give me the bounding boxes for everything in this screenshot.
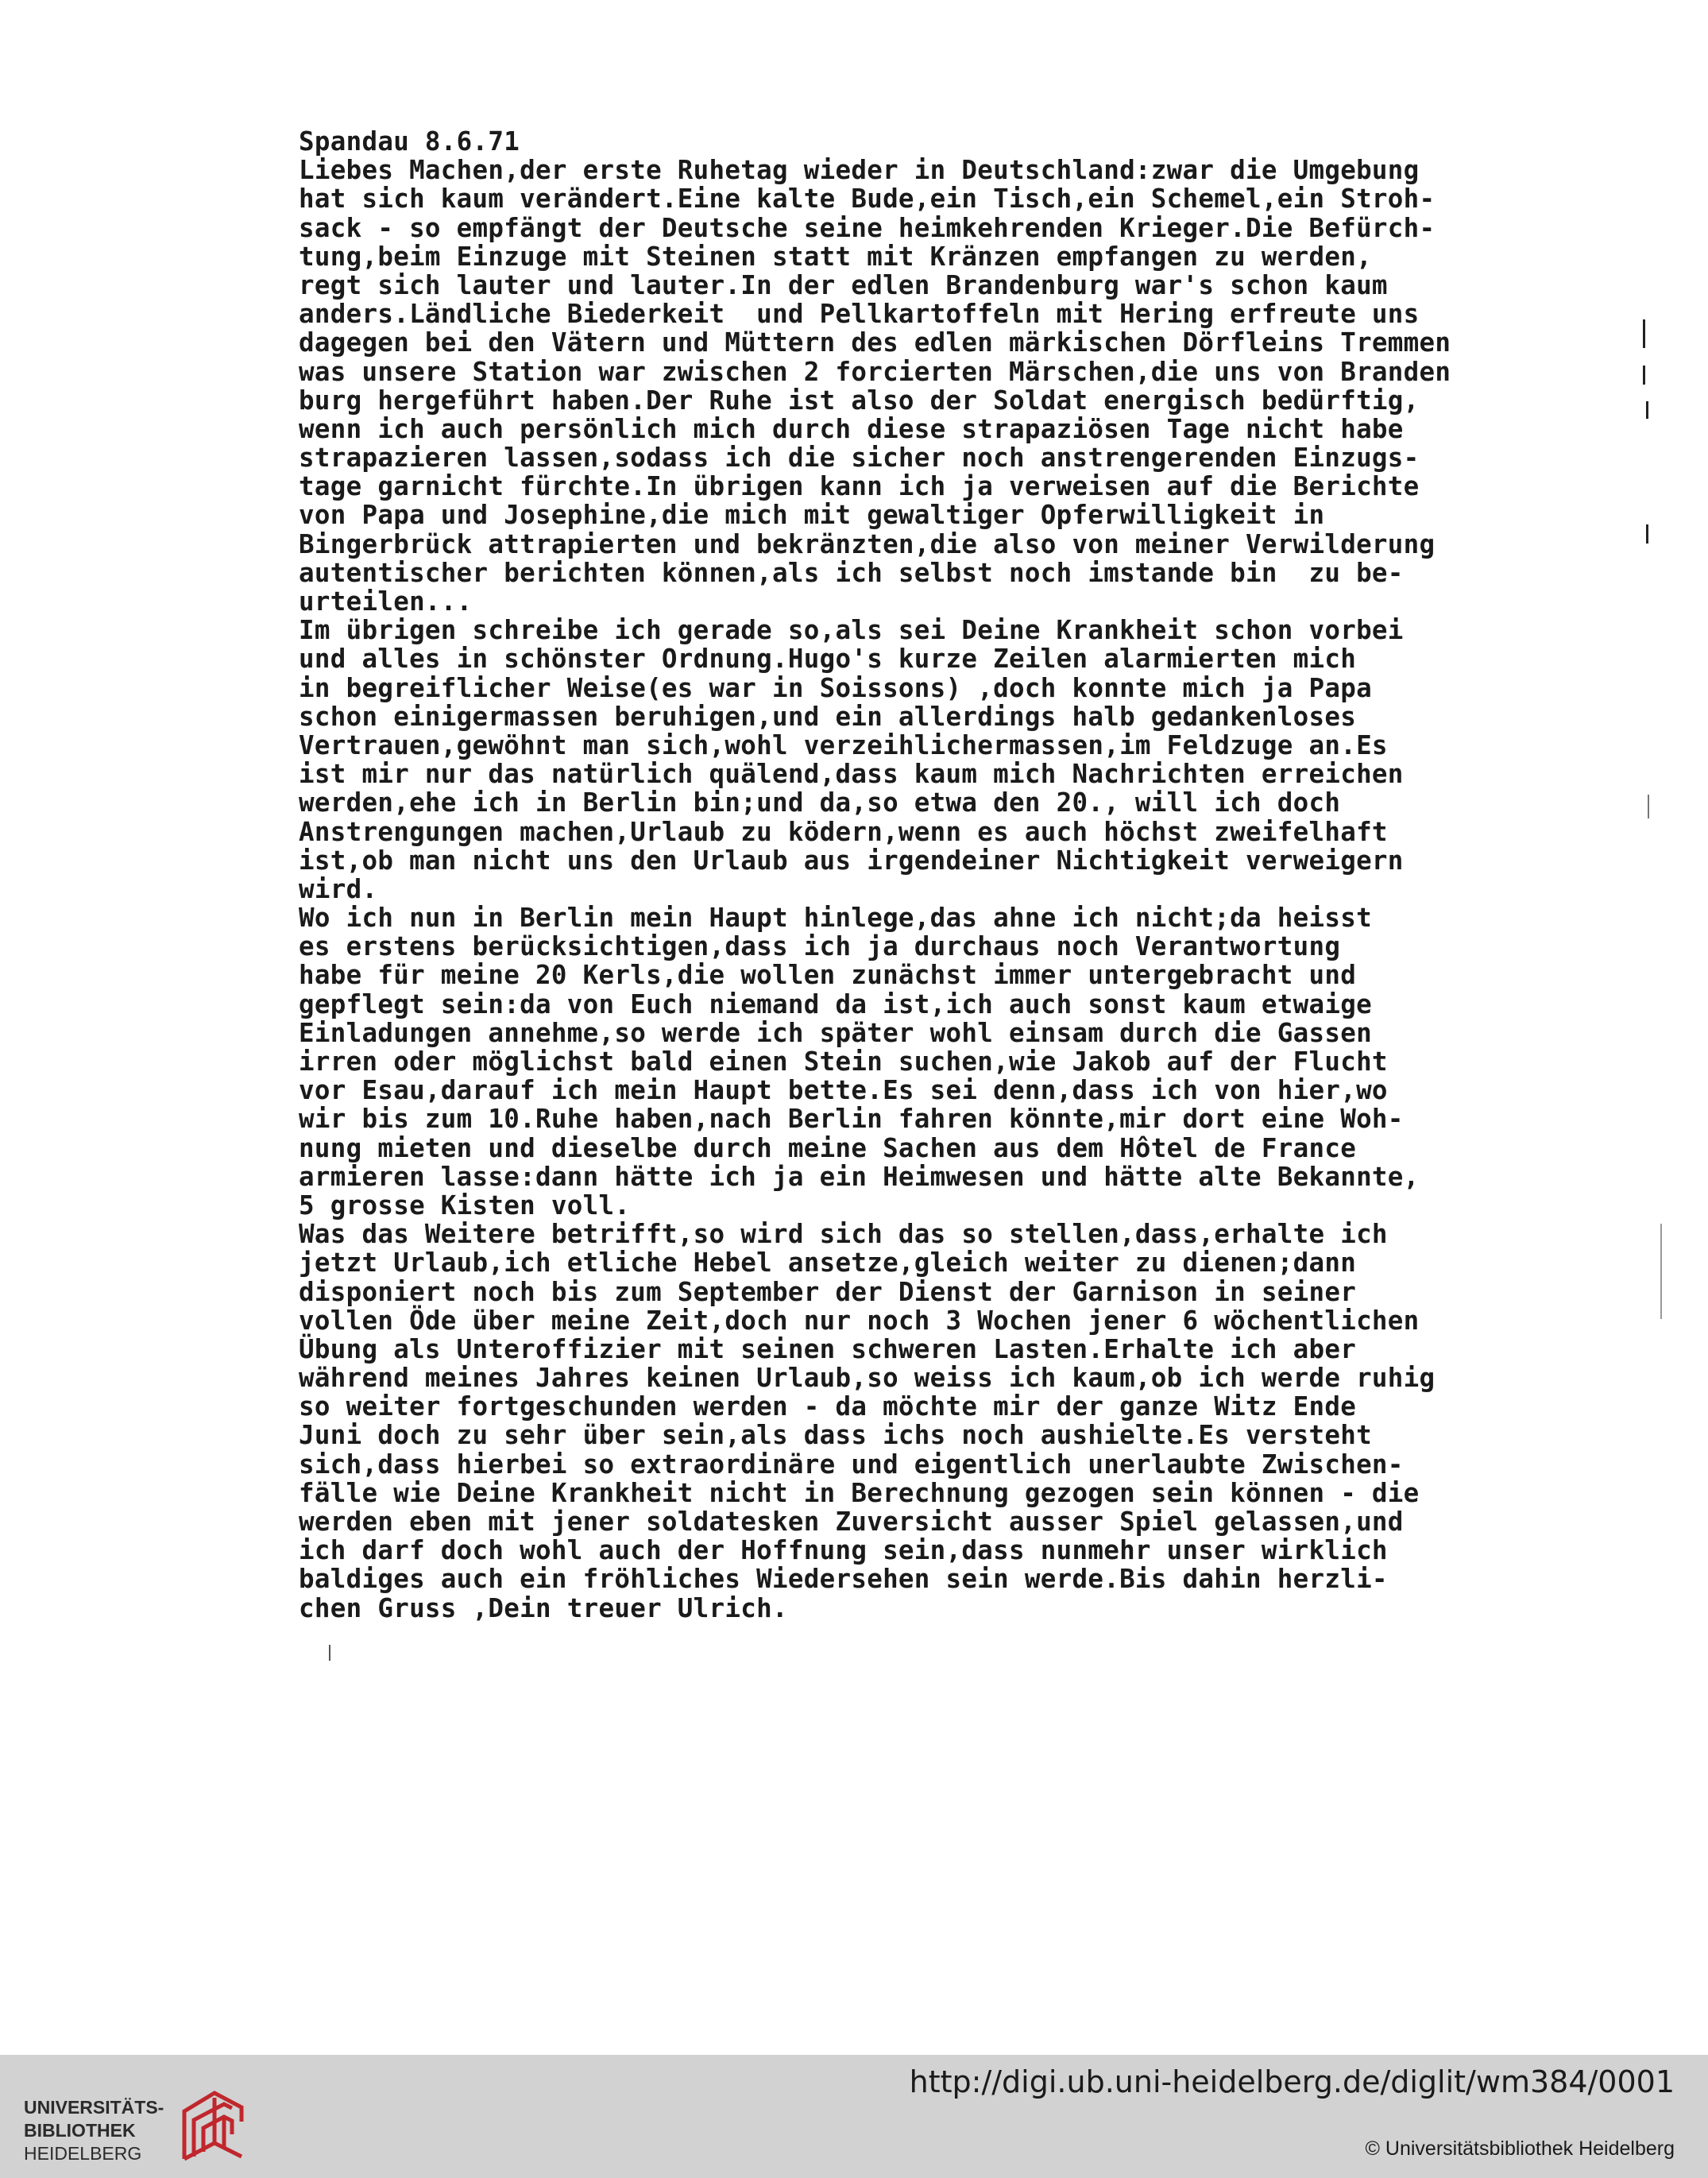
- letter-line: schon einigermassen beruhigen,und ein allerdings halb gedankenloses: [299, 701, 1357, 732]
- letter-line: Anstrengungen machen,Urlaub zu ködern,wenn es auch höchst zweifelhaft: [299, 816, 1388, 847]
- letter-line: 5 grosse Kisten voll.: [299, 1190, 631, 1221]
- margin-mark: [1643, 366, 1645, 385]
- letter-line: was unsere Station war zwischen 2 forcierten Märschen,die uns von Branden: [299, 356, 1451, 387]
- letter-line: Was das Weitere betrifft,so wird sich das so stellen,dass,erhalte ich: [299, 1219, 1388, 1250]
- letter-line: Wo ich nun in Berlin mein Haupt hinlege,das ahne ich nicht;da heisst: [299, 903, 1372, 934]
- letter-line: burg hergeführt haben.Der Ruhe ist also der Soldat energisch bedürftig,: [299, 385, 1420, 416]
- permalink-url[interactable]: http://digi.ub.uni-heidelberg.de/diglit/wm384/0001: [909, 2064, 1675, 2099]
- letter-line: Spandau 8.6.71: [299, 126, 520, 157]
- logo-line-3: HEIDELBERG: [24, 2143, 142, 2164]
- letter-line: werden eben mit jener soldatesken Zuversicht ausser Spiel gelassen,und: [299, 1507, 1404, 1537]
- letter-line: anders.Ländliche Biederkeit und Pellkartoffeln mit Hering erfreute uns: [299, 299, 1420, 330]
- letter-line: armieren lasse:dann hätte ich ja ein Heimwesen und hätte alte Bekannte,: [299, 1161, 1420, 1192]
- letter-line: chen Gruss ,Dein treuer Ulrich.: [299, 1592, 788, 1623]
- margin-mark: [1643, 319, 1645, 348]
- letter-line: regt sich lauter und lauter.In der edlen Brandenburg war's schon kaum: [299, 269, 1388, 300]
- letter-line: irren oder möglichst bald einen Stein suchen,wie Jakob auf der Flucht: [299, 1046, 1388, 1077]
- margin-mark: [1660, 1224, 1662, 1319]
- letter-line: während meines Jahres keinen Urlaub,so weiss ich kaum,ob ich werde ruhig: [299, 1363, 1436, 1394]
- margin-mark: [1646, 401, 1648, 419]
- margin-mark: [1646, 524, 1648, 544]
- letter-line: so weiter fortgeschunden werden - da möchte mir der ganze Witz Ende: [299, 1391, 1357, 1422]
- letter-line: ich darf doch wohl auch der Hoffnung sein,dass nunmehr unser wirklich: [299, 1535, 1388, 1566]
- letter-line: Bingerbrück attrapierten und bekränzten,die also von meiner Verwilderung: [299, 528, 1436, 559]
- letter-line: in begreiflicher Weise(es war in Soissons) ,doch konnte mich ja Papa: [299, 672, 1372, 703]
- letter-line: wird.: [299, 873, 378, 904]
- logo-line-1: UNIVERSITÄTS-: [24, 2097, 164, 2118]
- letter-line: Im übrigen schreibe ich gerade so,als sei Deine Krankheit schon vorbei: [299, 615, 1404, 646]
- letter-line: Übung als Unteroffizier mit seinen schweren Lasten.Erhalte ich aber: [299, 1333, 1357, 1364]
- letter-line: vor Esau,darauf ich mein Haupt bette.Es sei denn,dass ich von hier,wo: [299, 1075, 1388, 1106]
- letter-line: und alles in schönster Ordnung.Hugo's kurze Zeilen alarmierten mich: [299, 644, 1357, 675]
- letter-line: tung,beim Einzuge mit Steinen statt mit Kränzen empfangen zu werden,: [299, 241, 1372, 272]
- letter-line: ist mir nur das natürlich quälend,dass kaum mich Nachrichten erreichen: [299, 759, 1404, 790]
- letter-line: strapazieren lassen,sodass ich die sicher noch anstrengerenden Einzugs-: [299, 443, 1420, 474]
- letter-line: nung mieten und dieselbe durch meine Sachen aus dem Hôtel de France: [299, 1132, 1357, 1163]
- letter-line: Juni doch zu sehr über sein,als dass ichs noch aushielte.Es versteht: [299, 1420, 1372, 1451]
- typewritten-letter: [299, 127, 1665, 1623]
- letter-line: vollen Öde über meine Zeit,doch nur noch 3 Wochen jener 6 wöchentlichen: [299, 1305, 1420, 1336]
- letter-line: fälle wie Deine Krankheit nicht in Berechnung gezogen sein können - die: [299, 1477, 1420, 1508]
- letter-line: habe für meine 20 Kerls,die wollen zunächst immer untergebracht und: [299, 960, 1357, 991]
- letter-line: baldiges auch ein fröhliches Wiedersehen sein werde.Bis dahin herzli-: [299, 1564, 1388, 1595]
- letter-line: autentischer berichten können,als ich selbst noch imstande bin zu be-: [299, 557, 1404, 588]
- letter-line: Liebes Machen,der erste Ruhetag wieder in Deutschland:zwar die Umgebung: [299, 155, 1420, 186]
- letter-line: Einladungen annehme,so werde ich später wohl einsam durch die Gassen: [299, 1017, 1372, 1048]
- letter-line: jetzt Urlaub,ich etliche Hebel ansetze,gleich weiter zu dienen;dann: [299, 1248, 1357, 1279]
- margin-mark: [1648, 795, 1649, 818]
- letter-line: sack - so empfängt der Deutsche seine heimkehrenden Krieger.Die Befürch-: [299, 212, 1436, 243]
- letter-line: urteilen...: [299, 586, 473, 617]
- copyright-notice: © Universitätsbibliothek Heidelberg: [1365, 2137, 1675, 2160]
- letter-line: werden,ehe ich in Berlin bin;und da,so etwa den 20., will ich doch: [299, 787, 1341, 818]
- letter-line: von Papa und Josephine,die mich mit gewaltiger Opferwilligkeit in: [299, 500, 1325, 531]
- letter-line: es erstens berücksichtigen,dass ich ja durchaus noch Verantwortung: [299, 931, 1341, 962]
- library-logo[interactable]: [24, 2083, 262, 2171]
- letter-line: gepflegt sein:da von Euch niemand da ist,ich auch sonst kaum etwaige: [299, 988, 1372, 1019]
- letter-line: wenn ich auch persönlich mich durch diese strapaziösen Tage nicht habe: [299, 413, 1404, 444]
- letter-line: dagegen bei den Vätern und Müttern des edlen märkischen Dörfleins Tremmen: [299, 327, 1451, 358]
- letter-line: ist,ob man nicht uns den Urlaub aus irgendeiner Nichtigkeit verweigern: [299, 845, 1404, 876]
- footer-bar: [0, 2055, 1708, 2178]
- margin-mark: [329, 1645, 330, 1661]
- logo-line-2: BIBLIOTHEK: [24, 2120, 136, 2141]
- letter-line: hat sich kaum verändert.Eine kalte Bude,ein Tisch,ein Schemel,ein Stroh-: [299, 184, 1436, 215]
- letter-line: sich,dass hierbei so extraordinäre und eigentlich unerlaubte Zwischen-: [299, 1449, 1404, 1480]
- letter-line: Vertrauen,gewöhnt man sich,wohl verzeihlichermassen,im Feldzuge an.Es: [299, 729, 1388, 760]
- letter-line: wir bis zum 10.Ruhe haben,nach Berlin fahren könnte,mir dort eine Woh-: [299, 1104, 1404, 1135]
- letter-line: tage garnicht fürchte.In übrigen kann ich ja verweisen auf die Berichte: [299, 471, 1420, 502]
- letter-line: disponiert noch bis zum September der Dienst der Garnison in seiner: [299, 1276, 1357, 1307]
- logo-text: [24, 2096, 164, 2165]
- library-book-icon: [168, 2083, 256, 2171]
